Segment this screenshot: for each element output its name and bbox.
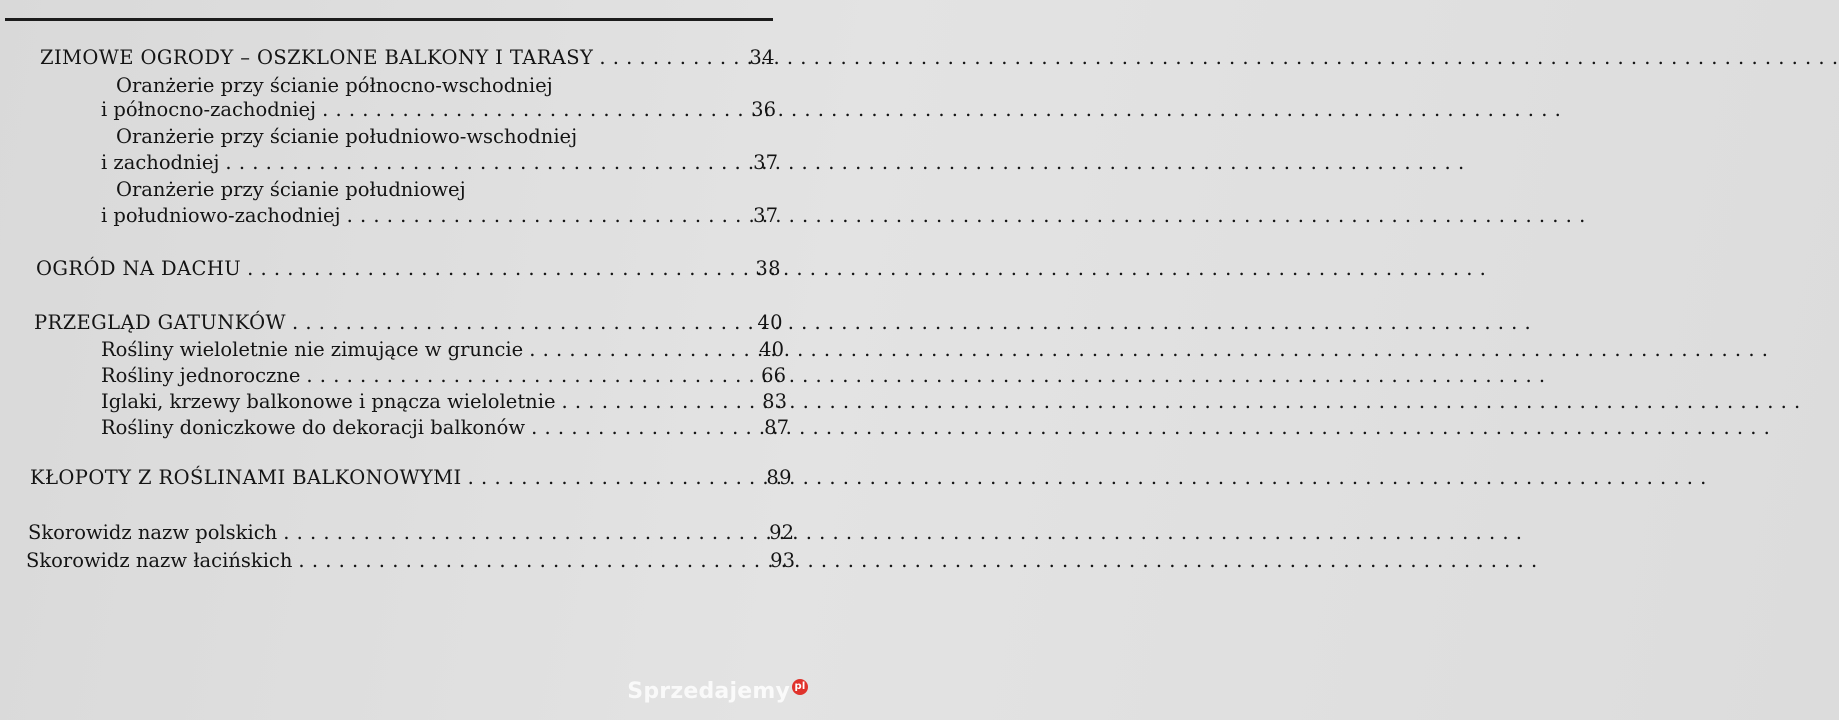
toc-section-title: KŁOPOTY Z ROŚLINAMI BALKONOWYMI	[30, 466, 462, 489]
dot-leader	[468, 468, 763, 488]
toc-page-number: 92	[769, 521, 794, 544]
dot-leader	[322, 100, 747, 120]
toc-page-number: 83	[762, 390, 787, 413]
dot-leader	[298, 551, 766, 571]
toc-sub-title: Rośliny jednoroczne	[101, 364, 301, 387]
dot-leader	[292, 313, 753, 333]
dot-leader	[306, 366, 757, 386]
toc-page-number: 38	[755, 257, 781, 280]
toc-section-title: OGRÓD NA DACHU	[36, 257, 242, 280]
toc-page-number: 40	[757, 311, 783, 334]
toc-sub-entry[interactable]	[101, 418, 789, 438]
watermark-badge: pl	[792, 679, 808, 695]
dot-leader	[531, 418, 760, 438]
toc-entry-ogrod-na-dachu[interactable]	[36, 259, 781, 279]
toc-page-number: 34	[749, 46, 775, 69]
toc-index-title: Skorowidz nazw polskich	[28, 521, 278, 544]
toc-entry-index-latin[interactable]	[26, 551, 795, 571]
toc-page-number: 93	[770, 549, 795, 572]
toc-sub-entry[interactable]	[101, 206, 778, 226]
toc-sub-entry[interactable]	[101, 392, 787, 412]
toc-sub-line1: Oranżerie przy ścianie południowej	[116, 178, 466, 201]
dot-leader	[347, 206, 750, 226]
toc-page-number: 40	[759, 338, 784, 361]
toc-sub-entry[interactable]	[101, 340, 784, 360]
toc-page-number: 37	[753, 204, 778, 227]
dot-leader	[225, 153, 749, 173]
dot-leader	[599, 48, 745, 68]
toc-entry-index-polish[interactable]	[28, 523, 794, 543]
dot-leader	[247, 259, 751, 279]
toc-page-number: 37	[753, 151, 778, 174]
toc-sub-line2: i zachodniej	[101, 151, 220, 174]
toc-sub-line1: Oranżerie przy ścianie południowo-wschodniej	[116, 125, 578, 148]
toc-page-number: 87	[764, 416, 789, 439]
dot-leader	[562, 392, 759, 412]
toc-section-title: PRZEGLĄD GATUNKÓW	[34, 311, 286, 334]
toc-sub-entry[interactable]	[101, 100, 776, 120]
watermark-text: Sprzedajemy	[627, 679, 790, 704]
toc-page-number: 66	[761, 364, 786, 387]
toc-sub-line2: i południowo-zachodniej	[101, 204, 341, 227]
toc-sub-title: Rośliny doniczkowe do dekoracji balkonów	[101, 416, 526, 439]
toc-entry-klopoty[interactable]	[30, 468, 792, 488]
toc-sub-title: Iglaki, krzewy balkonowe i pnącza wieloletnie	[101, 390, 556, 413]
watermark-logo	[627, 679, 808, 704]
toc-entry-przeglad-gatunkow[interactable]	[34, 313, 783, 333]
toc-entry-zimowe-ogrody[interactable]	[40, 48, 775, 68]
top-rule	[5, 18, 773, 21]
toc-section-title: ZIMOWE OGRODY – OSZKLONE BALKONY I TARASY	[40, 46, 594, 69]
dot-leader	[529, 340, 755, 360]
toc-sub-line1: Oranżerie przy ścianie północno-wschodniej	[116, 74, 553, 97]
dot-leader	[283, 523, 765, 543]
toc-sub-line2: i północno-zachodniej	[101, 98, 317, 121]
toc-sub-entry[interactable]	[101, 153, 778, 173]
toc-page-number: 89	[766, 466, 792, 489]
toc-sub-entry[interactable]	[101, 366, 786, 386]
toc-sub-title: Rośliny wieloletnie nie zimujące w gruncie	[101, 338, 524, 361]
toc-index-title: Skorowidz nazw łacińskich	[26, 549, 293, 572]
toc-page-number: 36	[751, 98, 776, 121]
